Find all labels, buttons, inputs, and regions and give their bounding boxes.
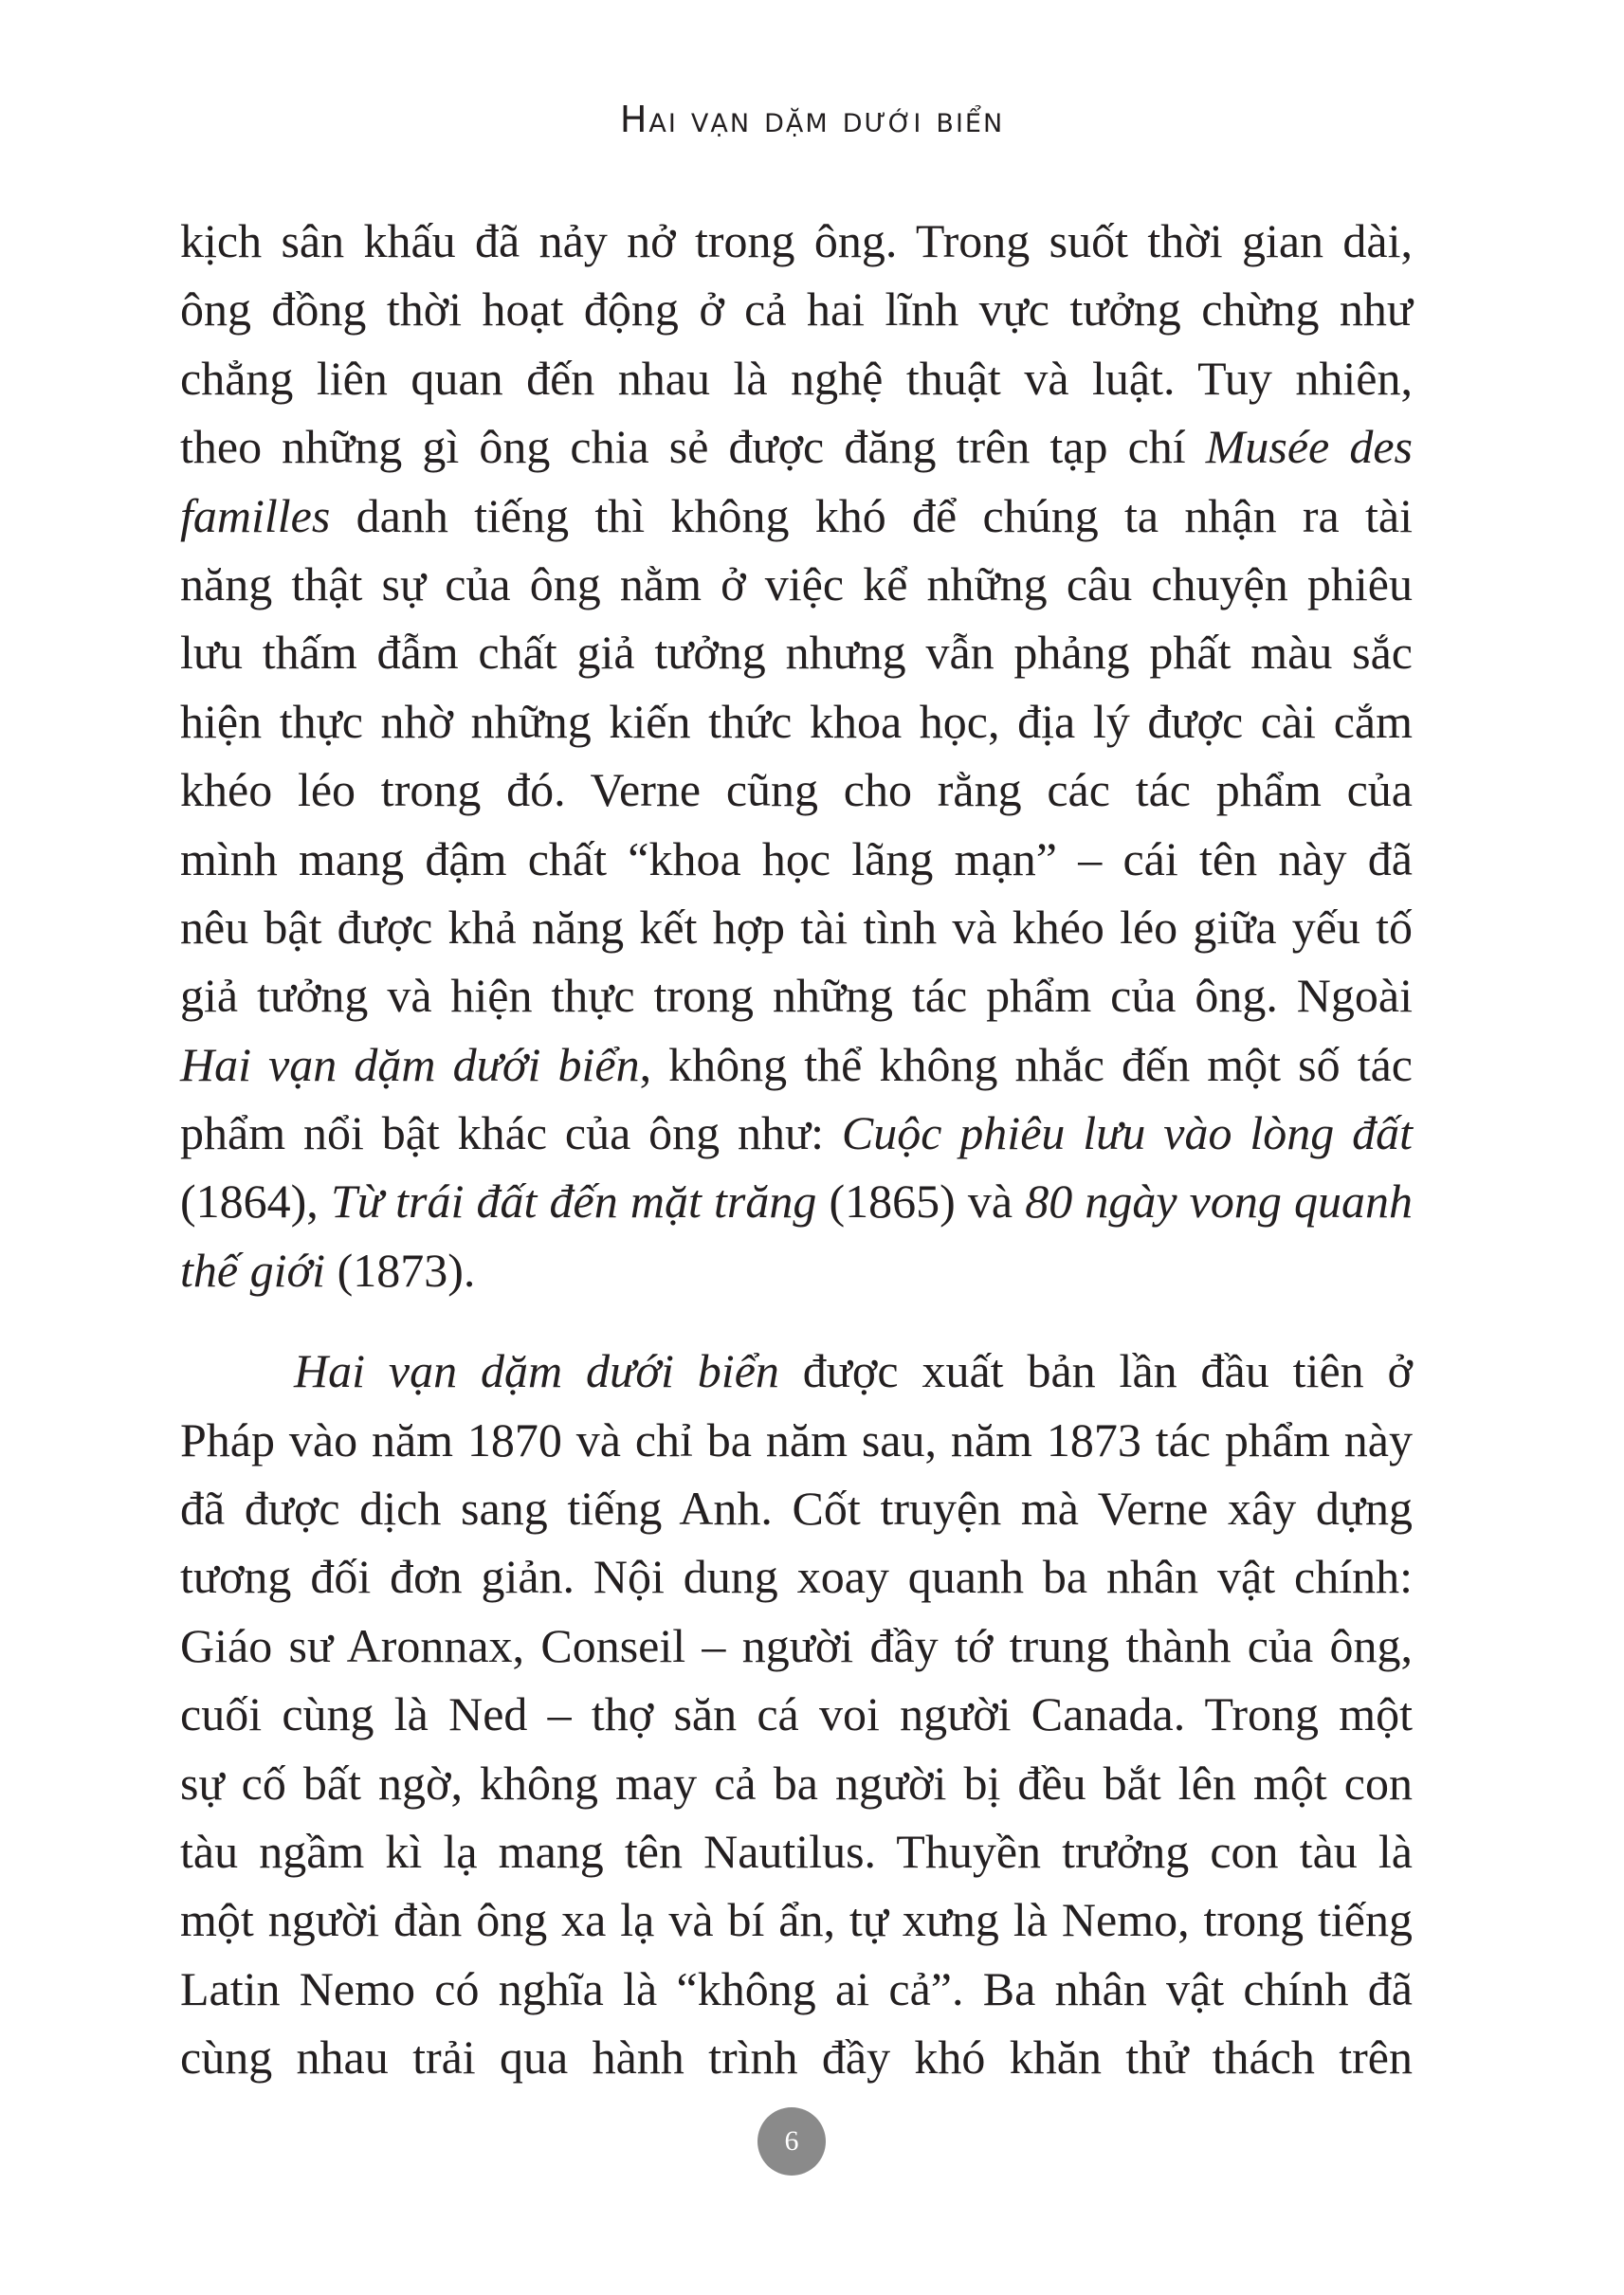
text-run: (1864), [180, 1175, 331, 1229]
text-line [180, 1885, 1413, 1954]
text-run: nêu bật được khả năng kết hợp tài tình và khéo léo giữa yếu tố [180, 900, 1413, 954]
italic-title: Cuộc phiêu lưu vào lòng đất [841, 1106, 1413, 1160]
text-run: chẳng liên quan đến nhau là nghệ thuật và luật. Tuy nhiên, [180, 351, 1413, 405]
text-run: danh tiếng thì không khó để chúng ta nhận ra tài [330, 488, 1413, 542]
text-run: , không thể không nhắc đến một số tác [639, 1037, 1413, 1091]
paragraph [180, 207, 1413, 1304]
text-run: mình mang đậm chất “khoa học lãng mạn” – cái tên này đã [180, 831, 1413, 885]
text-run: năng thật sự của ông nằm ở việc kể những câu chuyện phiêu [180, 556, 1413, 610]
text-run: Giáo sư Aronnax, Conseil – người đầy tớ trung thành của ông, [180, 1618, 1413, 1672]
text-line [180, 1337, 1413, 1405]
text-line [180, 275, 1413, 343]
text-run: giả tưởng và hiện thực trong những tác phẩm của ông. Ngoài [180, 969, 1413, 1023]
text-run: đã được dịch sang tiếng Anh. Cốt truyện mà Verne xây dựng [180, 1482, 1413, 1536]
text-run: cùng nhau trải qua hành trình đầy khó khăn thử thách trên [180, 2031, 1413, 2085]
italic-title: Từ trái đất đến mặt trăng [330, 1175, 817, 1229]
text-line [180, 1406, 1413, 1474]
text-run: sự cố bất ngờ, không may cả ba người bị đều bắt lên một con [180, 1756, 1413, 1810]
text-line [180, 412, 1413, 481]
text-line [180, 1474, 1413, 1542]
text-line [180, 687, 1413, 756]
text-run: Pháp vào năm 1870 và chỉ ba năm sau, năm 1873 tác phẩm này [180, 1412, 1413, 1466]
text-line [180, 1955, 1413, 2023]
text-line [180, 1167, 1413, 1235]
text-run: một người đàn ông xa lạ và bí ẩn, tự xưng là Nemo, trong tiếng [180, 1893, 1413, 1947]
text-line [180, 1749, 1413, 1817]
text-run: (1873). [325, 1243, 476, 1297]
paragraph-gap [180, 1304, 1413, 1337]
text-line [180, 482, 1413, 550]
page-number-badge: 6 [757, 2107, 826, 2176]
text-line [180, 207, 1413, 275]
text-run: lưu thấm đẫm chất giả tưởng nhưng vẫn phảng phất màu sắc [180, 626, 1413, 680]
italic-title: Hai vạn dặm dưới biển [294, 1344, 779, 1398]
italic-title: 80 ngày vong quanh [1025, 1175, 1414, 1229]
text-run: tương đối đơn giản. Nội dung xoay quanh ba nhân vật chính: [180, 1550, 1413, 1604]
italic-title: Musée des [1205, 420, 1413, 474]
text-run: theo những gì ông chia sẻ được đăng trên tạp chí [180, 420, 1206, 474]
italic-title: familles [180, 488, 331, 542]
text-line [180, 1030, 1413, 1099]
paragraph [180, 1337, 1413, 2091]
text-line [180, 618, 1413, 686]
text-run: được xuất bản lần đầu tiên ở [778, 1344, 1413, 1398]
text-line [180, 1542, 1413, 1611]
text-line [180, 756, 1413, 824]
text-line [180, 344, 1413, 412]
text-run: hiện thực nhờ những kiến thức khoa học, địa lý được cài cắm [180, 694, 1413, 748]
text-line [180, 1236, 1413, 1304]
body-text [180, 207, 1413, 2092]
italic-title: Hai vạn dặm dưới biển [180, 1037, 640, 1091]
text-line [180, 1680, 1413, 1748]
text-line [180, 1099, 1413, 1167]
text-line [180, 825, 1413, 893]
text-run: kịch sân khấu đã nảy nở trong ông. Trong suốt thời gian dài, [180, 214, 1413, 267]
text-line [180, 550, 1413, 618]
text-line [180, 2023, 1413, 2091]
text-run: cuối cùng là Ned – thợ săn cá voi người Canada. Trong một [180, 1687, 1413, 1741]
italic-title: thế giới [180, 1243, 326, 1297]
text-line [180, 1817, 1413, 1885]
text-run: phẩm nổi bật khác của ông như: [180, 1106, 842, 1160]
text-run: (1865) và [816, 1175, 1026, 1229]
text-run: tàu ngầm kì lạ mang tên Nautilus. Thuyền trưởng con tàu là [180, 1824, 1413, 1878]
text-run: Latin Nemo có nghĩa là “không ai cả”. Ba nhân vật chính đã [180, 1961, 1413, 2015]
text-line [180, 893, 1413, 961]
text-line [180, 961, 1413, 1029]
text-run: ông đồng thời hoạt động ở cả hai lĩnh vực tưởng chừng như [180, 282, 1413, 337]
text-line [180, 1612, 1413, 1680]
running-header: Hai vạn dặm dưới biển [619, 99, 1005, 140]
text-run: khéo léo trong đó. Verne cũng cho rằng các tác phẩm của [180, 763, 1413, 817]
